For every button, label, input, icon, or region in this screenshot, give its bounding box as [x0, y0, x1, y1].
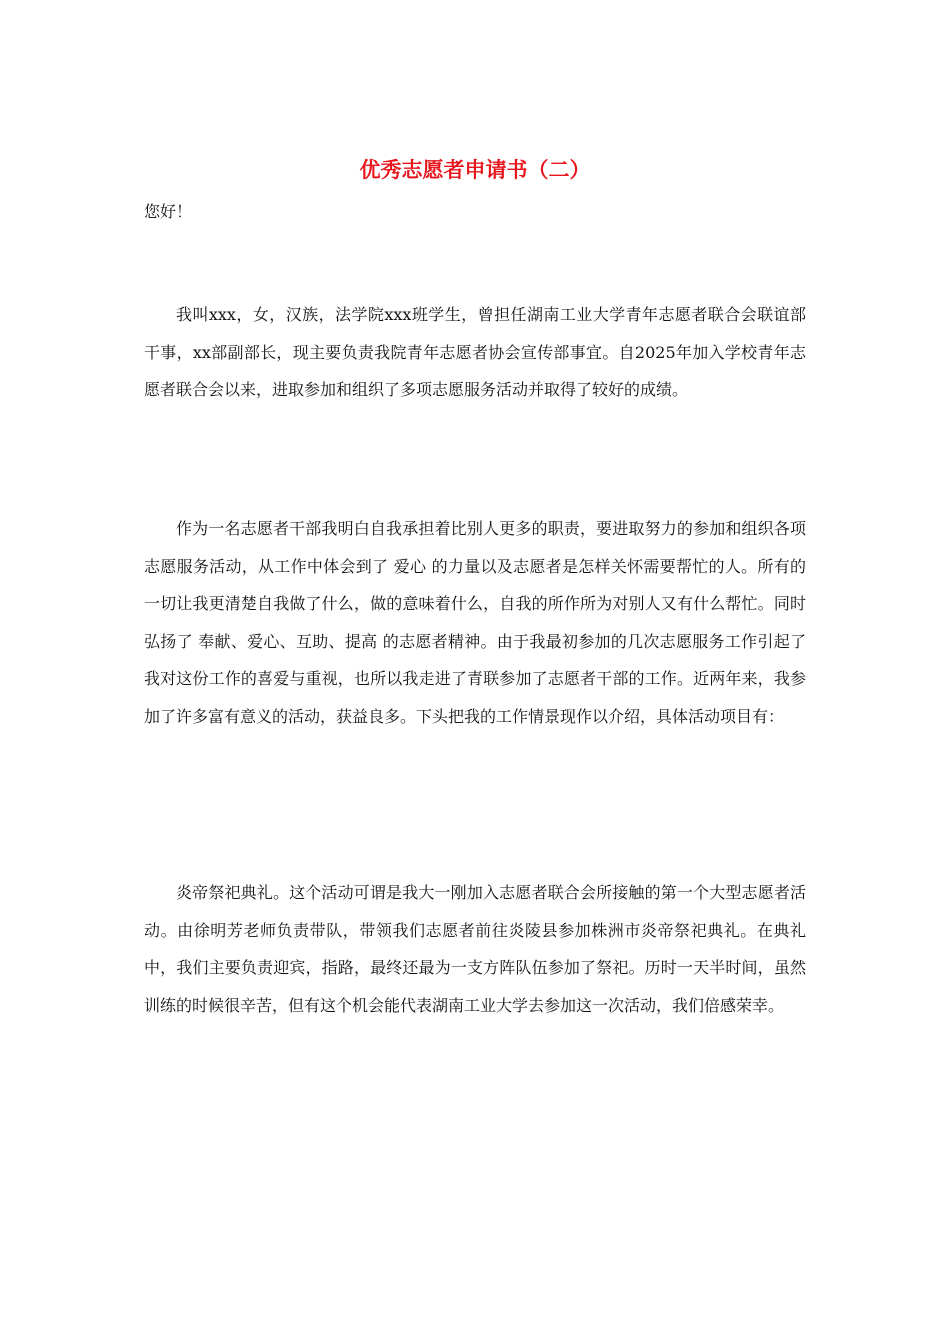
paragraph-responsibility: 作为一名志愿者干部我明白自我承担着比别人更多的职责，要进取努力的参加和组织各项志愿服务活动，从工作中体会到了 爱心 的力量以及志愿者是怎样关怀需要帮忙的人。所有的一切让我更清楚自我做了什么，做的意味着什么，自我的所作所为对别人又有什么帮忙。同时弘扬了 奉献、爱心、互助、提高 的志愿者精神。由于我最初参加的几次志愿服务工作引起了我对这份工作的喜爱与重视，也所以我走进了青联参加了志愿者干部的工作。近两年来，我参加了许多富有意义的活动，获益良多。下头把我的工作情景现作以介绍，具体活动项目有：: [144, 519, 806, 726]
greeting: 您好！: [144, 202, 193, 221]
paragraph-introduction: 我叫xxx，女，汉族，法学院xxx班学生，曾担任湖南工业大学青年志愿者联合会联谊部干事，xx部副部长，现主要负责我院青年志愿者协会宣传部事宜。自2025年加入学校青年志愿者联合会以来，进取参加和组织了多项志愿服务活动并取得了较好的成绩。: [144, 305, 806, 399]
document-title: 优秀志愿者申请书（二）: [359, 157, 591, 182]
paragraph-yandi-ceremony: 炎帝祭祀典礼。这个活动可谓是我大一刚加入志愿者联合会所接触的第一个大型志愿者活动。由徐明芳老师负责带队，带领我们志愿者前往炎陵县参加株洲市炎帝祭祀典礼。在典礼中，我们主要负责迎宾，指路，最终还最为一支方阵队伍参加了祭祀。历时一天半时间，虽然训练的时候很辛苦，但有这个机会能代表湖南工业大学去参加这一次活动，我们倍感荣幸。: [144, 883, 806, 1015]
